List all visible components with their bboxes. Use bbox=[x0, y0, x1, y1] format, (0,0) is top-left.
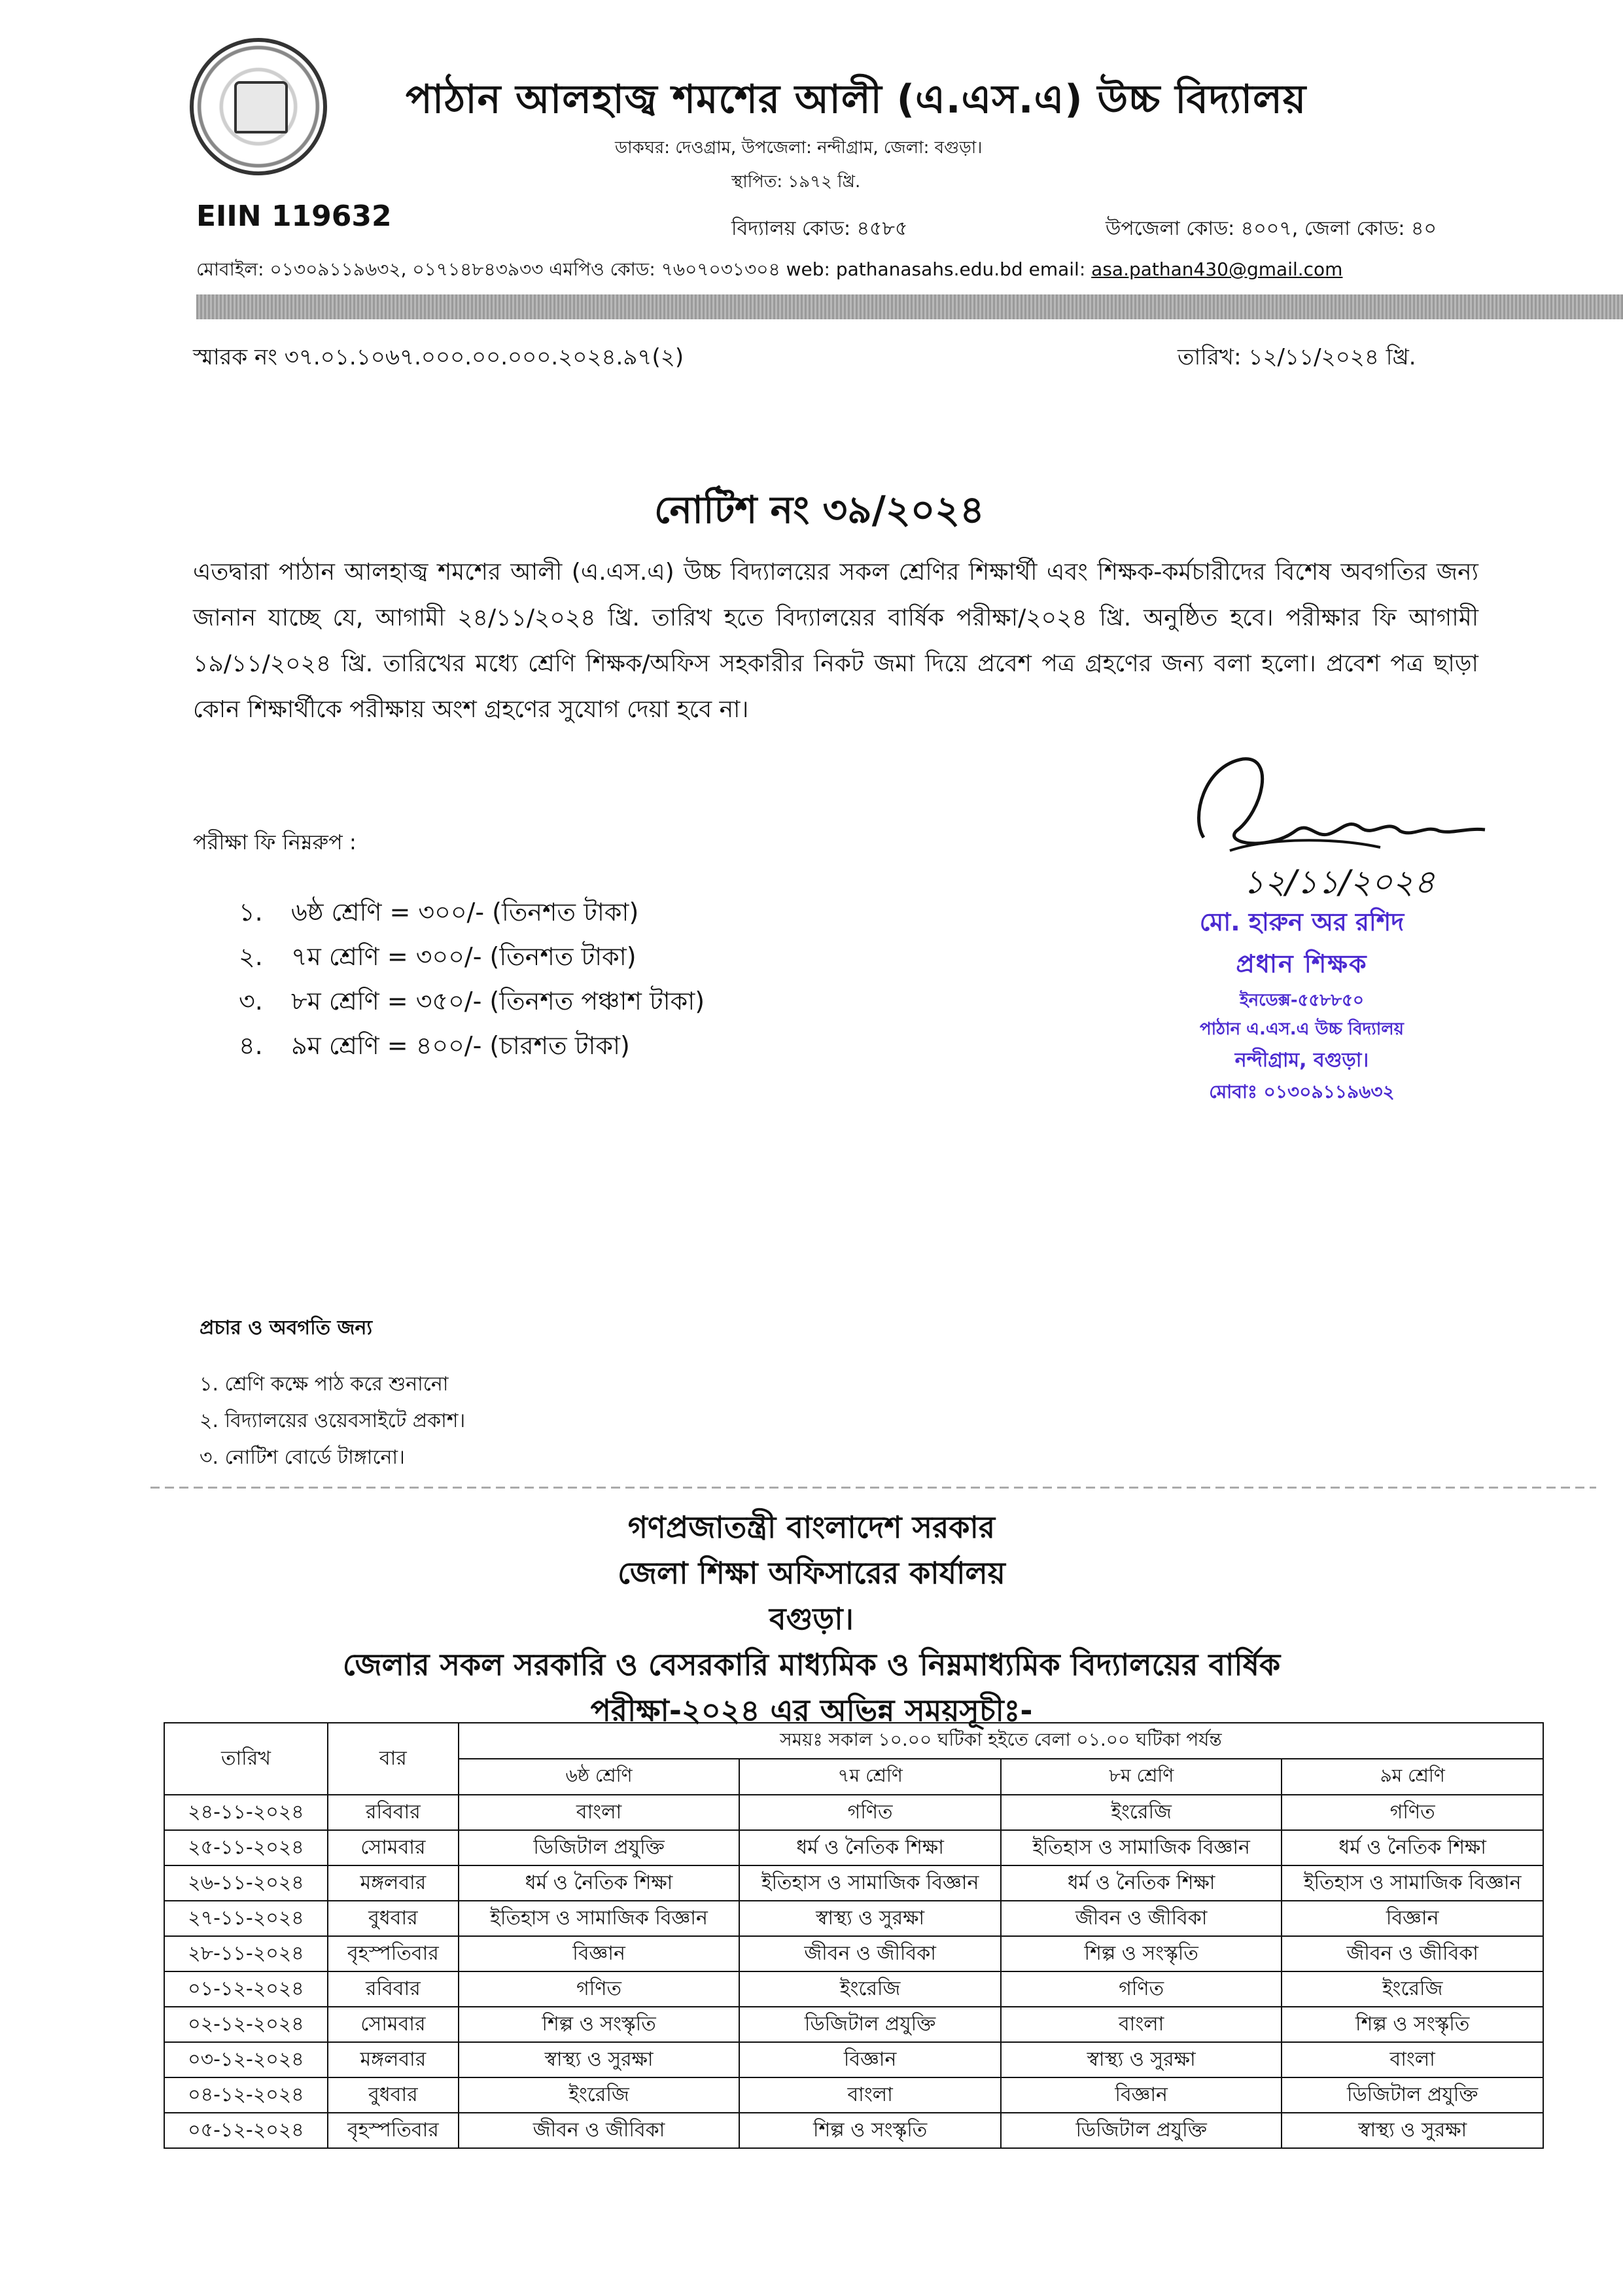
cell-date: ২৬-১১-২০২৪ bbox=[164, 1865, 328, 1901]
cell-class-8: জীবন ও জীবিকা bbox=[1001, 1901, 1282, 1936]
upazila-code: উপজেলা কোড: ৪০০৭, জেলা কোড: ৪০ bbox=[1106, 217, 1437, 240]
cell-day: রবিবার bbox=[328, 1795, 459, 1830]
cell-class-9: বিজ্ঞান bbox=[1282, 1901, 1543, 1936]
fee-list bbox=[239, 890, 705, 1068]
school-code: বিদ্যালয় কোড: ৪৫৮৫ bbox=[731, 217, 908, 240]
cell-class-7: ইতিহাস ও সামাজিক বিজ্ঞান bbox=[739, 1865, 1001, 1901]
cell-class-7: জীবন ও জীবিকা bbox=[739, 1936, 1001, 1971]
column-header-class-9: ৯ম শ্রেণি bbox=[1282, 1759, 1543, 1795]
fee-item-number: ৩. bbox=[239, 987, 263, 1016]
cell-date: ২৪-১১-২০২৪ bbox=[164, 1795, 328, 1830]
headmaster-name: মো. হারুন অর রশিদ bbox=[1199, 908, 1405, 936]
office-title: জেলা শিক্ষা অফিসারের কার্যালয় bbox=[618, 1555, 1005, 1591]
cell-class-8: বিজ্ঞান bbox=[1001, 2077, 1282, 2113]
table-row bbox=[164, 1936, 1543, 1971]
cell-date: ০৩-১২-২০২৪ bbox=[164, 2042, 328, 2077]
memo-date: তারিখ: ১২/১১/২০২৪ খ্রি. bbox=[1178, 344, 1416, 370]
cell-day: বৃহস্পতিবার bbox=[328, 2113, 459, 2148]
fee-item-text: ৯ম শ্রেণি = ৪০০/- (চারশত টাকা) bbox=[291, 1031, 630, 1060]
cell-class-6: জীবন ও জীবিকা bbox=[459, 2113, 740, 2148]
table-row bbox=[164, 1795, 1543, 1830]
column-header-class-8: ৮ম শ্রেণি bbox=[1001, 1759, 1282, 1795]
cell-class-9: শিল্প ও সংস্কৃতি bbox=[1282, 2007, 1543, 2042]
memo-number: স্মারক নং ৩৭.০১.১০৬৭.০০০.০০.০০০.২০২৪.৯৭(২) bbox=[193, 344, 684, 370]
eiin-number: EIIN 119632 bbox=[196, 200, 392, 233]
cell-class-8: স্বাস্থ্য ও সুরক্ষা bbox=[1001, 2042, 1282, 2077]
established-year: স্থাপিত: ১৯৭২ খ্রি. bbox=[731, 172, 861, 192]
school-address: ডাকঘর: দেওগ্রাম, উপজেলা: নন্দীগ্রাম, জেলা: বগুড়া। bbox=[615, 138, 983, 158]
cell-class-8: ইংরেজি bbox=[1001, 1795, 1282, 1830]
cell-date: ২৫-১১-২০২৪ bbox=[164, 1830, 328, 1865]
cell-date: ০২-১২-২০২৪ bbox=[164, 2007, 328, 2042]
cell-date: ০৪-১২-২০২৪ bbox=[164, 2077, 328, 2113]
stamp-mobile: মোবাঃ ০১৩০৯১১৯৬৩২ bbox=[1209, 1081, 1395, 1103]
cell-class-6: ডিজিটাল প্রযুক্তি bbox=[459, 1830, 740, 1865]
cell-class-6: শিল্প ও সংস্কৃতি bbox=[459, 2007, 740, 2042]
cell-class-9: গণিত bbox=[1282, 1795, 1543, 1830]
table-row bbox=[164, 1971, 1543, 2007]
cell-class-9: জীবন ও জীবিকা bbox=[1282, 1936, 1543, 1971]
cell-class-9: ইতিহাস ও সামাজিক বিজ্ঞান bbox=[1282, 1865, 1543, 1901]
headmaster-index: ইনডেক্স-৫৫৮৮৫০ bbox=[1240, 991, 1364, 1010]
header-divider-bar bbox=[196, 294, 1623, 319]
table-row bbox=[164, 2113, 1543, 2148]
cell-class-6: ইতিহাস ও সামাজিক বিজ্ঞান bbox=[459, 1901, 740, 1936]
table-row bbox=[164, 1865, 1543, 1901]
cell-day: সোমবার bbox=[328, 2007, 459, 2042]
stamp-school-name: পাঠান এ.এস.এ উচ্চ বিদ্যালয় bbox=[1199, 1019, 1404, 1039]
cell-class-6: বিজ্ঞান bbox=[459, 1936, 740, 1971]
routine-heading: জেলার সকল সরকারি ও বেসরকারি মাধ্যমিক ও নিম্নমাধ্যমিক বিদ্যালয়ের বার্ষিক bbox=[342, 1647, 1281, 1682]
column-header-day: বার bbox=[328, 1723, 459, 1795]
cell-class-7: ধর্ম ও নৈতিক শিক্ষা bbox=[739, 1830, 1001, 1865]
cell-date: ২৮-১১-২০২৪ bbox=[164, 1936, 328, 1971]
fee-item bbox=[239, 979, 705, 1023]
handwritten-signature bbox=[1164, 739, 1505, 903]
cell-class-9: বাংলা bbox=[1282, 2042, 1543, 2077]
fee-item-number: ১. bbox=[239, 898, 263, 927]
cell-date: ০১-১২-২০২৪ bbox=[164, 1971, 328, 2007]
cell-day: বুধবার bbox=[328, 2077, 459, 2113]
distribution-title: প্রচার ও অবগতি জন্য bbox=[200, 1316, 373, 1339]
cell-day: রবিবার bbox=[328, 1971, 459, 2007]
distribution-item: ২. বিদ্যালয়ের ওয়েবসাইটে প্রকাশ। bbox=[200, 1409, 466, 1432]
fee-item-number: ৪. bbox=[239, 1031, 263, 1060]
handwritten-date: ১২/১১/২০২৪ bbox=[1243, 863, 1435, 901]
table-row bbox=[164, 2007, 1543, 2042]
table-row bbox=[164, 1830, 1543, 1865]
school-seal-logo bbox=[190, 38, 327, 175]
headmaster-designation: প্রধান শিক্ষক bbox=[1236, 949, 1368, 978]
cell-class-7: বিজ্ঞান bbox=[739, 2042, 1001, 2077]
cell-class-9: স্বাস্থ্য ও সুরক্ষা bbox=[1282, 2113, 1543, 2148]
headmaster-stamp bbox=[1138, 903, 1465, 1108]
cell-date: ২৭-১১-২০২৪ bbox=[164, 1901, 328, 1936]
cell-class-8: ইতিহাস ও সামাজিক বিজ্ঞান bbox=[1001, 1830, 1282, 1865]
fee-item bbox=[239, 1023, 705, 1068]
distribution-item: ১. শ্রেণি কক্ষে পাঠ করে শুনানো bbox=[200, 1373, 449, 1396]
cell-class-8: গণিত bbox=[1001, 1971, 1282, 2007]
fee-title: পরীক্ষা ফি নিম্নরুপ : bbox=[193, 830, 357, 855]
fee-item bbox=[239, 890, 705, 934]
cell-day: মঙ্গলবার bbox=[328, 2042, 459, 2077]
notice-title: নোটিশ নং ৩৯/২০২৪ bbox=[654, 487, 985, 532]
email-link[interactable]: asa.pathan430@gmail.com bbox=[1091, 258, 1343, 280]
table-row bbox=[164, 1901, 1543, 1936]
cell-class-6: বাংলা bbox=[459, 1795, 740, 1830]
cell-class-8: শিল্প ও সংস্কৃতি bbox=[1001, 1936, 1282, 1971]
cell-class-6: স্বাস্থ্য ও সুরক্ষা bbox=[459, 2042, 740, 2077]
cell-class-9: ডিজিটাল প্রযুক্তি bbox=[1282, 2077, 1543, 2113]
cell-class-6: গণিত bbox=[459, 1971, 740, 2007]
table-row bbox=[164, 2077, 1543, 2113]
cell-class-7: শিল্প ও সংস্কৃতি bbox=[739, 2113, 1001, 2148]
exam-routine-table bbox=[164, 1722, 1544, 2149]
school-name: পাঠান আলহাজ্ব শমশের আলী (এ.এস.এ) উচ্চ বিদ্যালয় bbox=[406, 77, 1307, 122]
table-row bbox=[164, 2042, 1543, 2077]
cell-class-7: বাংলা bbox=[739, 2077, 1001, 2113]
cell-class-7: স্বাস্থ্য ও সুরক্ষা bbox=[739, 1901, 1001, 1936]
time-header: সময়ঃ সকাল ১০.০০ ঘটিকা হইতে বেলা ০১.০০ ঘটিকা পর্যন্ত bbox=[459, 1723, 1543, 1759]
cell-day: বৃহস্পতিবার bbox=[328, 1936, 459, 1971]
distribution-item: ৩. নোটিশ বোর্ডে টাঙ্গানো। bbox=[200, 1446, 405, 1469]
contact-details: মোবাইল: ০১৩০৯১১৯৬৩২, ০১৭১৪৮৪৩৯৩৩ এমপিও কোড: ৭৬০৭০৩১৩০৪ web: pathanasahs.edu.bd email: bbox=[196, 258, 1092, 280]
cell-day: বুধবার bbox=[328, 1901, 459, 1936]
cell-class-9: ধর্ম ও নৈতিক শিক্ষা bbox=[1282, 1830, 1543, 1865]
paper-cut-edge bbox=[150, 1487, 1596, 1489]
cell-day: সোমবার bbox=[328, 1830, 459, 1865]
book-emblem-icon bbox=[234, 81, 288, 133]
cell-class-7: ডিজিটাল প্রযুক্তি bbox=[739, 2007, 1001, 2042]
cell-class-8: বাংলা bbox=[1001, 2007, 1282, 2042]
cell-date: ০৫-১২-২০২৪ bbox=[164, 2113, 328, 2148]
fee-item-text: ৮ম শ্রেণি = ৩৫০/- (তিনশত পঞ্চাশ টাকা) bbox=[291, 987, 705, 1016]
cell-class-7: ইংরেজি bbox=[739, 1971, 1001, 2007]
fee-item bbox=[239, 934, 705, 979]
cell-class-8: ডিজিটাল প্রযুক্তি bbox=[1001, 2113, 1282, 2148]
distribution-list bbox=[200, 1366, 465, 1476]
cell-day: মঙ্গলবার bbox=[328, 1865, 459, 1901]
contact-line bbox=[196, 255, 1342, 286]
routine-body bbox=[164, 1795, 1543, 2148]
column-header-class-7: ৭ম শ্রেণি bbox=[739, 1759, 1001, 1795]
routine-subheading: পরীক্ষা-২০২৪ এর অভিন্ন সময়সূচীঃ- bbox=[590, 1693, 1033, 1728]
cell-class-9: ইংরেজি bbox=[1282, 1971, 1543, 2007]
stamp-place: নন্দীগ্রাম, বগুড়া। bbox=[1234, 1049, 1369, 1072]
cell-class-7: গণিত bbox=[739, 1795, 1001, 1830]
notice-body: এতদ্বারা পাঠান আলহাজ্ব শমশের আলী (এ.এস.এ) উচ্চ বিদ্যালয়ের সকল শ্রেণির শিক্ষার্থী এবং শিক্ষক-কর্মচারীদের বিশেষ অবগতির জন্য জানান যাচ্ছে যে, আগামী ২৪/১১/২০২৪ খ্রি. তারিখ হতে বিদ্যালয়ের বার্ষিক পরীক্ষা/২০২৪ খ্রি. অনুষ্ঠিত হবে। পরীক্ষার ফি আগামী ১৯/১১/২০২৪ খ্রি. তারিখের মধ্যে শ্রেণি শিক্ষক/অফিস সহকারীর নিকট জমা দিয়ে প্রবেশ পত্র গ্রহণের জন্য বলা হলো। প্রবেশ পত্র ছাড়া কোন শিক্ষার্থীকে পরীক্ষায় অংশ গ্রহণের সুযোগ দেয়া হবে না। bbox=[193, 559, 1478, 723]
cell-class-6: ধর্ম ও নৈতিক শিক্ষা bbox=[459, 1865, 740, 1901]
fee-item-text: ৬ষ্ঠ শ্রেণি = ৩০০/- (তিনশত টাকা) bbox=[291, 898, 639, 927]
fee-item-number: ২. bbox=[239, 942, 263, 971]
column-header-date: তারিখ bbox=[164, 1723, 328, 1795]
cell-class-6: ইংরেজি bbox=[459, 2077, 740, 2113]
gov-title: গণপ্রজাতন্ত্রী বাংলাদেশ সরকার bbox=[627, 1510, 996, 1545]
fee-item-text: ৭ম শ্রেণি = ৩০০/- (তিনশত টাকা) bbox=[291, 942, 637, 971]
office-location: বগুড়া। bbox=[769, 1601, 854, 1636]
column-header-class-6: ৬ষ্ঠ শ্রেণি bbox=[459, 1759, 740, 1795]
cell-class-8: ধর্ম ও নৈতিক শিক্ষা bbox=[1001, 1865, 1282, 1901]
